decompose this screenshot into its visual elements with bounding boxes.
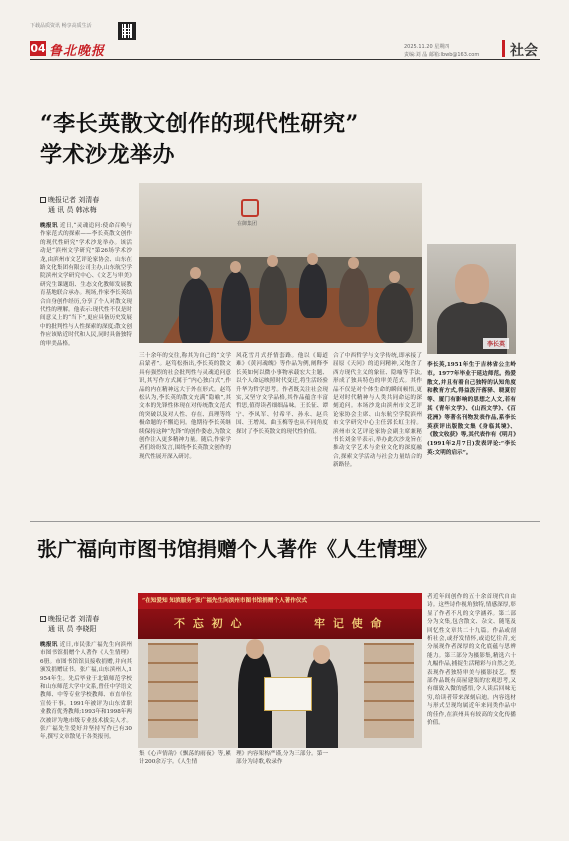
salon-person-head: [267, 255, 278, 267]
author-photo: [427, 244, 516, 354]
donation-photo-wall: [138, 609, 422, 639]
salon-photo-logo-text: 在御集团: [237, 221, 258, 227]
salon-person-head: [389, 271, 400, 283]
article1-title-line2: 学术沙龙举办: [40, 142, 176, 168]
salon-person: [179, 278, 213, 343]
section-name: 社会: [510, 43, 538, 59]
article1-column-1: [40, 222, 132, 514]
article2-column-3: 理》内容架构严谨,分为三部分。第一部分为诗歌,收录作: [236, 751, 328, 766]
donation-photo-banner: “在知爱知 知滨服务”张广福先生向滨州市图书馆捐赠个人著作仪式: [138, 593, 422, 609]
editor-info: 责编:刘 晶 邮箱:lbwb@163.com: [404, 52, 480, 58]
article1-col1-text: 近日,“灵魂追问:使命召唤与作家范式的探索——李长英散文创作的现代性研究”学术沙龙举办。该活动是“滨州文学研究”第26场学术沙龙,由滨州市文艺评论家协会、山东在路文化集团有限公司主办,山东航空学院滨州文学研究中心、《文艺与审美》研究生课题组、生态文化教师发展教育基地联合承办。现场,作家李长英结合自身创作经历,分享了个人对散文现代性的理解。他表示:现代性不仅是时间意义上的“当下”,更应具备历史发展中的批判性与人性探索的深度;散文创作应该贴近时代和人民,同时具备独特的审美品格。: [40, 223, 132, 347]
section-marker: [502, 40, 505, 57]
article2-column-2: 集《心声情韵》《飘荡的雨夜》等,累计200余万字。《人生情: [139, 751, 231, 766]
article2-column-4: 者近年间创作的五十余首现代自由诗。这些诗作视角独特,情感深厚,彰显了作者不凡的文学涵养。第二部分为文集,包含散文、杂文、随笔及回忆性文章共二十九篇。作品或剖析社会,或抒发情怀,或追忆往昔,充分展现作者深厚的文化底蕴与思辨能力。第三部分为摄影集,精选六十九幅作品,捕捉生活精彩与自然之美,表现作者独特审美与摄影技艺。整部作品既有高屋建瓴的宏观思考,又有细致入微的感悟,令人读后回味无穷,给读者带来深刻启迪。内容选材与形式呈现均属近年来同类作品中的佳作,在滨州具有较高的文化传播价值。: [427, 594, 516, 727]
article2-column-4-start: [333, 750, 422, 801]
salon-photo: [139, 183, 422, 343]
article1-column-2: 三十余年的交往,称其为自己的“文学启蒙者”。赵笃松指出,李长英的散文具有强烈的社会批判性与灵魂追问意识,其写作方式属于“内心独白式”,作品的内在精神远大于外在形式。赵笃松认为,李长英的散文充满“隐喻”,其文本的先锋性体现在对传统散文范式的突破以及对人性、存在、真理等终极命题的不懈追问。他期待李长英继续保持这种“先锋”的创作姿态,为散文创作注入更多精神力量。随后,作家学者们纷纷发言,围绕李长英散文创作的现代性展开深入研讨。: [139, 353, 231, 460]
salon-person: [299, 263, 327, 318]
company-logo-icon: [241, 199, 259, 217]
salon-person: [339, 267, 369, 327]
wall-slogan-right: 牢 记 使 命: [314, 617, 384, 630]
article-divider: [30, 521, 540, 522]
donor-person-head: [246, 639, 264, 659]
article2-lead: 晚报讯: [40, 642, 58, 648]
article1-lead: 晚报讯: [40, 223, 58, 229]
article1-column-3: 风花雪月式抒情套路。他以《蜀道难》《黄河魂魄》等作品为例,阐释李长英如何以微小事物承载宏大主题、以个人命运映照时代变迁,将生活经验升华为哲学思考。作者既关注社会现实,又坚守文学品格,其作品蕴含丰富哲思,值得读者细细品味。王长征、谭宁、李凤军、付希平、孙永、赵兵国、王增凤、曲玉梅等也从不同角度探讨了李长英散文的现代性价值。: [236, 353, 328, 435]
salon-photo-wall: [139, 183, 422, 257]
masthead-note: 下载品质资讯 畅享高质生活: [30, 23, 92, 29]
bookshelf: [364, 643, 414, 738]
article2-byline-reporter: 晚报记者 刘清春: [40, 614, 99, 624]
author-photo-face: [455, 264, 489, 304]
article2-byline-correspondent: 通 讯 员 李晓阳: [48, 625, 97, 633]
salon-person-head: [190, 267, 201, 279]
salon-person: [259, 265, 287, 325]
salon-person-head: [307, 253, 318, 265]
wall-slogan-left: 不 忘 初 心: [174, 617, 244, 630]
masthead-rule: [30, 59, 540, 60]
librarian-person-head: [313, 645, 330, 664]
salon-person: [377, 283, 413, 343]
salon-person: [221, 271, 251, 341]
article1-byline-correspondent: 通 讯 员 韩冰梅: [48, 206, 97, 214]
author-bio: 李长英,1951年生于吉林省公主岭市。1977年毕业于延边师范。热爱散文,并且有着自己独特的认知角度和教育方式,得益汲汗落驿、晓夏衍等、厦门有影响的思想之人文,若有其《青年文学》、《山西文学》、《百花洲》等著名刊物发表作品,系李长英获评出版散文集《身临其境》、《散文收获》等,其代表作有《明月》(1991年2月7日)发表评论:“李长英:文明的启示”。: [427, 362, 516, 456]
article1-byline: [40, 195, 99, 215]
salon-person-head: [230, 261, 241, 273]
donation-photo: [138, 593, 422, 748]
article2-column-1: [40, 641, 132, 801]
author-photo-tag: 李长英: [483, 338, 509, 349]
article2-title: 张广福向市图书馆捐赠个人著作《人生情理》: [37, 537, 437, 561]
article1-column-4: 合了中西哲学与文学传统,即承接了屈原《天问》的追问精神,又饱含了西方现代主义的象征、隐喻等手法,形成了独具特色的审美范式。其作品不仅是对个体生命的瞬间顿悟,更是对时代精神与人类共同命运的深刻追问。本场沙龙由滨州市文艺评论家协会主席、山东航空学院滨州市文学研究中心主任郭长虹主持。滨州市文艺评论家协会副主席兼秘书长刘金平表示,举办此次沙龙旨在推动文学艺术与企业文化的深度融合,探索文学活动与社会力量结合的新路径。: [333, 353, 422, 469]
article2-col1-text: 近日,市民张广福先生向滨州市图书馆捐赠个人著作《人生情理》6册。市图书馆馆员接收捐赠,并向其颁发捐赠证书。张广福,山东滨州人,1954年生。先后毕业于北镇师范学校和山东师范大学中文系,曾任中学语文教师、中等专业学校教师、市直单位宣传干事。1991年被评为山东省职业教育优秀教师;1993年和1998年两次被评为地市级专业技术拔尖人才。张广福先生爱好并坚持写作已有30年,撰写文章散见于各类报刊。: [40, 642, 132, 741]
donation-certificate: [264, 677, 312, 711]
article2-byline: [40, 614, 99, 634]
article1-byline-reporter: 晚报记者 刘清春: [40, 195, 99, 205]
paper-name: 鲁北晚报: [49, 44, 106, 59]
issue-date: 2025.11.20 星期四: [404, 44, 450, 50]
article1-title-line1: “李长英散文创作的现代性研究”: [40, 111, 359, 137]
page-number: 04: [30, 42, 46, 55]
bookshelf: [148, 643, 198, 738]
salon-person-head: [348, 257, 359, 269]
article1-title: [40, 109, 359, 171]
qr-code-icon: [118, 22, 136, 40]
